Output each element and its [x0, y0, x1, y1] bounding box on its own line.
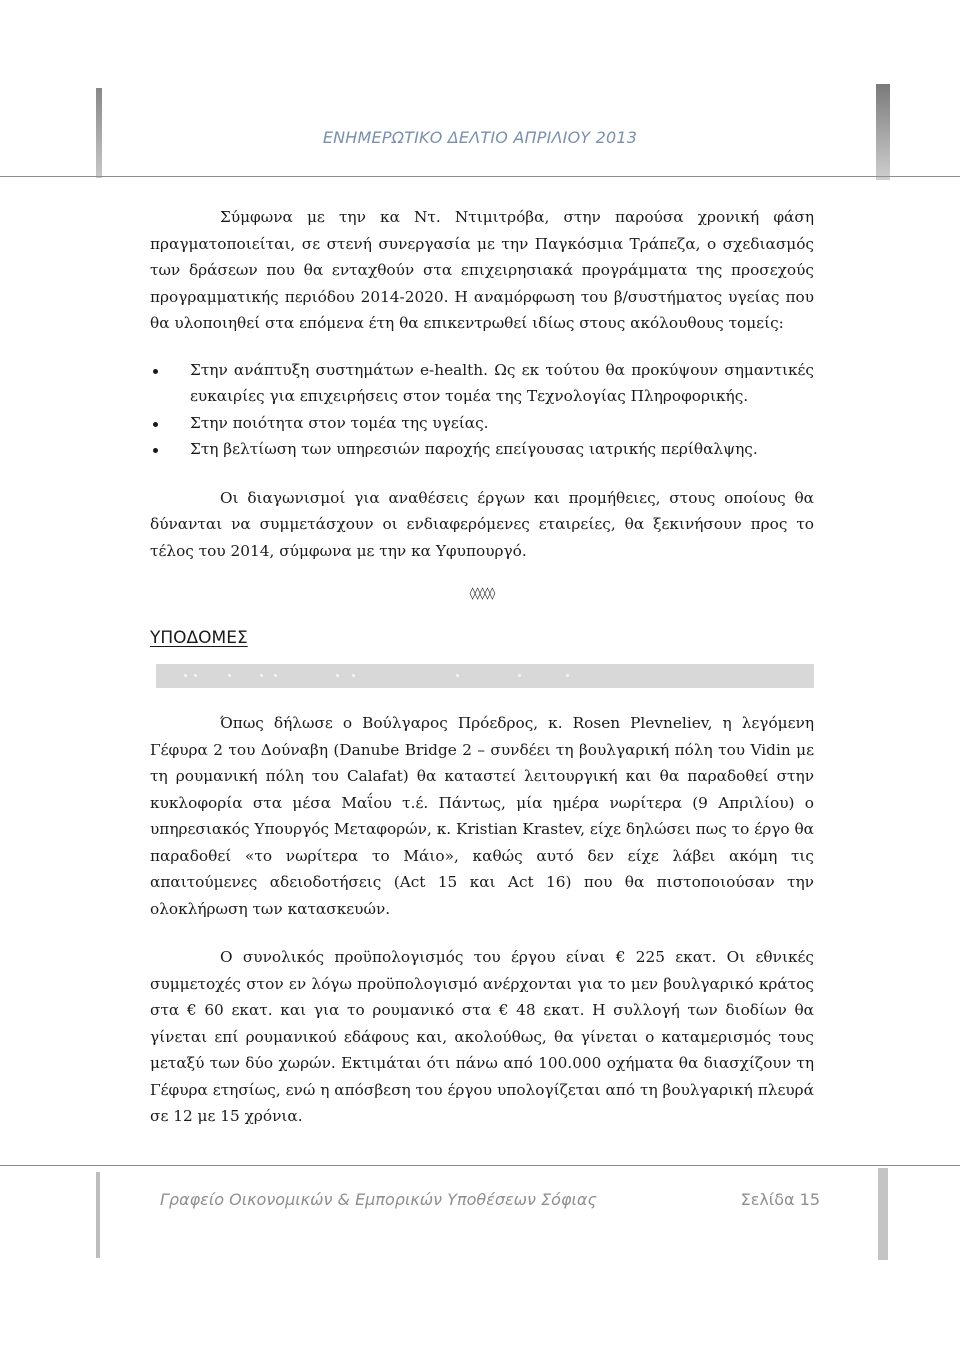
artifact-dot: [566, 674, 569, 677]
section-separator: ◊◊◊◊◊: [469, 586, 495, 600]
document-header: ΕΝΗΜΕΡΩΤΙΚΟ ΔΕΛΤΙΟ ΑΠΡΙΛΙΟΥ 2013: [322, 128, 638, 147]
bullet-icon: [153, 448, 158, 453]
footer-office: Γραφείο Οικονομικών & Εμπορικών Υποθέσεων Σόφιας: [160, 1190, 597, 1209]
artifact-dot: [228, 674, 231, 677]
page-number: Σελίδα 15: [740, 1190, 820, 1209]
list-item: Στην ανάπτυξη συστημάτων e-health. Ως εκ τούτου θα προκύψουν σημαντικές ευκαιρίες για επιχειρήσεις στον τομέα της Τεχνολογίας Πληροφορικής.: [150, 357, 814, 410]
artifact-dot: [260, 674, 263, 677]
page-body: [150, 204, 814, 1130]
artifact-dot: [184, 674, 187, 677]
list-item: Στη βελτίωση των υπηρεσιών παροχής επείγουσας ιατρικής περίθαλψης.: [150, 436, 814, 463]
bullet-icon: [153, 422, 158, 427]
intro-paragraph: Σύμφωνα με την κα Ντ. Ντιμιτρόβα, στην παρούσα χρονική φάση πραγματοποιείται, σε στενή συνεργασία με την Παγκόσμια Τράπεζα, ο σχεδιασμός των δράσεων που θα ενταχθούν στα επιχειρησιακά προγράμματα της προσεχούς προγραμματικής περιόδου 2014-2020. Η αναμόρφωση του β/συστήματος υγείας που θα υλοποιηθεί στα επόμενα έτη θα επικεντρωθεί ιδίως στους ακόλουθους τομείς:: [150, 208, 814, 332]
scan-edge-right-bottom: [878, 1168, 888, 1260]
focus-areas-list: [150, 357, 814, 463]
scan-edge-left-bottom: [96, 1172, 100, 1258]
bridge-paragraph-2: Ο συνολικός προϋπολογισμός του έργου είναι € 225 εκατ. Οι εθνικές συμμετοχές στον εν λόγω προϋπολογισμό ανέρχονται για το μεν βουλγαρικό κράτος στα € 60 εκατ. και για το ρουμανικό στα € 48 εκατ. Η συλλογή των διοδίων θα γίνεται επί ρουμανικού εδάφους και, ακολούθως, θα γίνεται ο καταμερισμός τους μεταξύ των δύο χωρών. Εκτιμάται ότι πάνω από 100.000 οχήματα θα διασχίζουν τη Γέφυρα ετησίως, ενώ η απόσβεση του έργου υπολογίζεται από τη βουλγαρική πλευρά σε 12 με 15 χρόνια.: [150, 948, 814, 1125]
artifact-dot: [194, 674, 197, 677]
artifact-dot: [274, 674, 277, 677]
section-title: ΥΠΟΔΟΜΕΣ: [150, 628, 248, 648]
artifact-dot: [518, 674, 521, 677]
artifact-dot: [456, 674, 459, 677]
bullet-icon: [153, 369, 158, 374]
list-item: Στην ποιότητα στον τομέα της υγείας.: [150, 410, 814, 437]
footer-rule: [0, 1165, 960, 1166]
header-rule: [0, 176, 960, 177]
scan-artifact-strip: [156, 664, 814, 688]
artifact-dot: [352, 674, 355, 677]
bridge-paragraph-1: Όπως δήλωσε ο Βούλγαρος Πρόεδρος, κ. Rosen Plevneliev, η λεγόμενη Γέφυρα 2 του Δούναβη (Danube Bridge 2 – συνδέει τη βουλγαρική πόλη του Vidin με τη ρουμανική πόλη του Calafat) θα καταστεί λειτουργική και θα παραδοθεί στην κυκλοφορία στα μέσα Μαΐου τ.έ. Πάντως, μία ημέρα νωρίτερα (9 Απριλίου) ο υπηρεσιακός Υπουργός Μεταφορών, κ. Kristian Krastev, είχε δηλώσει πως το έργο θα παραδοθεί «το νωρίτερα το Μάιο», καθώς αυτό δεν είχε λάβει ακόμη τις απαιτούμενες αδειοδοτήσεις (Act 15 και Act 16) που θα πιστοποιούσαν την ολοκλήρωση των κατασκευών.: [150, 714, 814, 918]
tenders-paragraph: Οι διαγωνισμοί για αναθέσεις έργων και προμήθειες, στους οποίους θα δύνανται να συμμετάσχουν οι ενδιαφερόμενες εταιρείες, θα ξεκινήσουν προς το τέλος του 2014, σύμφωνα με την κα Υφυπουργό.: [150, 488, 814, 560]
artifact-dot: [336, 674, 339, 677]
